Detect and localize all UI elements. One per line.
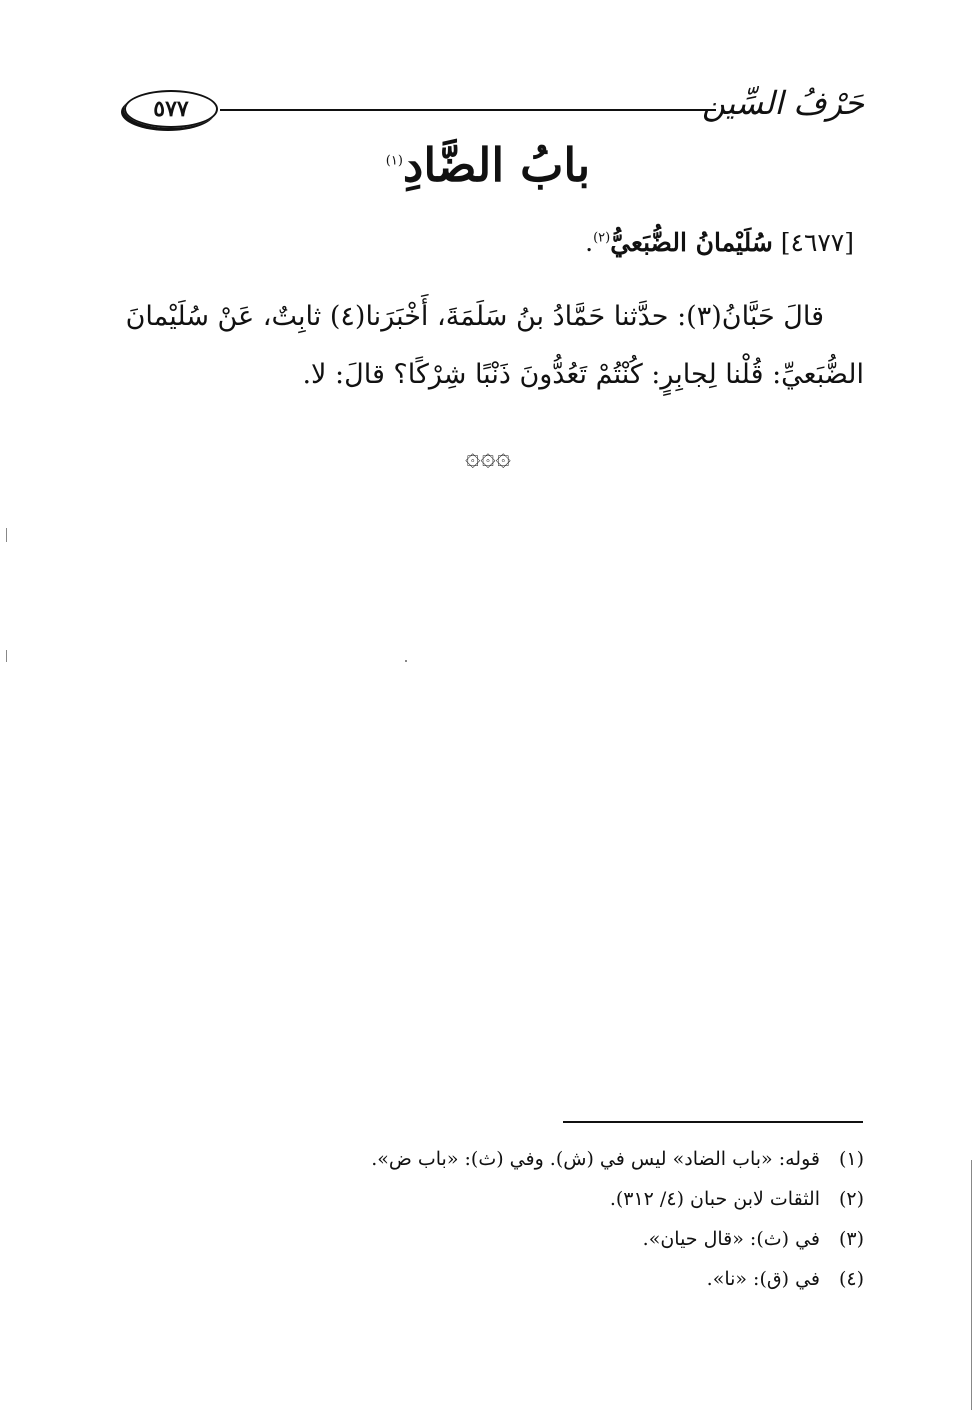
footnotes [371,1140,864,1300]
footnote-text: الثقات لابن حبان (٤/ ٣١٢). [609,1188,820,1210]
page-number: ٥٧٧ [153,96,189,122]
scan-mark [405,660,407,662]
header-rule [220,109,716,111]
footnote-number: (٣) [838,1228,864,1250]
chapter-title-text: بابُ الضَّادِ [402,138,591,192]
footnote-text: في (ق): «نا». [706,1268,820,1290]
body-line: قالَ حَبَّانُ(٣): حدَّثنا حَمَّادُ بنُ سَلَمَةَ، أَخْبَرَنا(٤) ثابِتٌ، عَنْ سُلَيْمانَ [125,301,824,332]
footnote-text: في (ث): «قال حيان». [642,1228,820,1250]
entry-end: . [585,228,594,257]
footnote-item [371,1260,864,1300]
ornament-separator: ۞۞۞ [465,442,511,472]
footnote-text: قوله: «باب الضاد» ليس في (ش). وفي (ث): «باب ض». [371,1148,820,1170]
running-head: حَرْفُ السِّين [702,84,864,122]
body-line: الضُّبَعيِّ: قُلْنا لِجابِرٍ: كُنْتُمْ تَعُدُّونَ ذَنْبًا شِرْكًا؟ قالَ: لا. [302,359,864,390]
page-number-badge [124,90,218,128]
body-text [104,288,864,404]
footnote-number: (٤) [838,1268,864,1290]
entry-heading [585,228,854,257]
chapter-title [0,138,976,192]
footnote-rule [563,1121,863,1123]
scan-mark [6,528,7,542]
footnote-item [371,1180,864,1220]
page-header [120,80,866,136]
footnote-item [371,1140,864,1180]
footnote-number: (٢) [838,1188,864,1210]
footnote-number: (١) [838,1148,864,1170]
footnote-item [371,1220,864,1260]
entry-number: [٤٦٧٧] [780,228,854,257]
footnote-ref-1: (١) [385,153,403,169]
scan-mark [971,1160,972,1410]
entry-name: سُلَيْمانُ الضُّبَعيُّ [610,228,773,257]
scan-mark [6,650,7,662]
footnote-ref-2: (٢) [593,230,611,246]
